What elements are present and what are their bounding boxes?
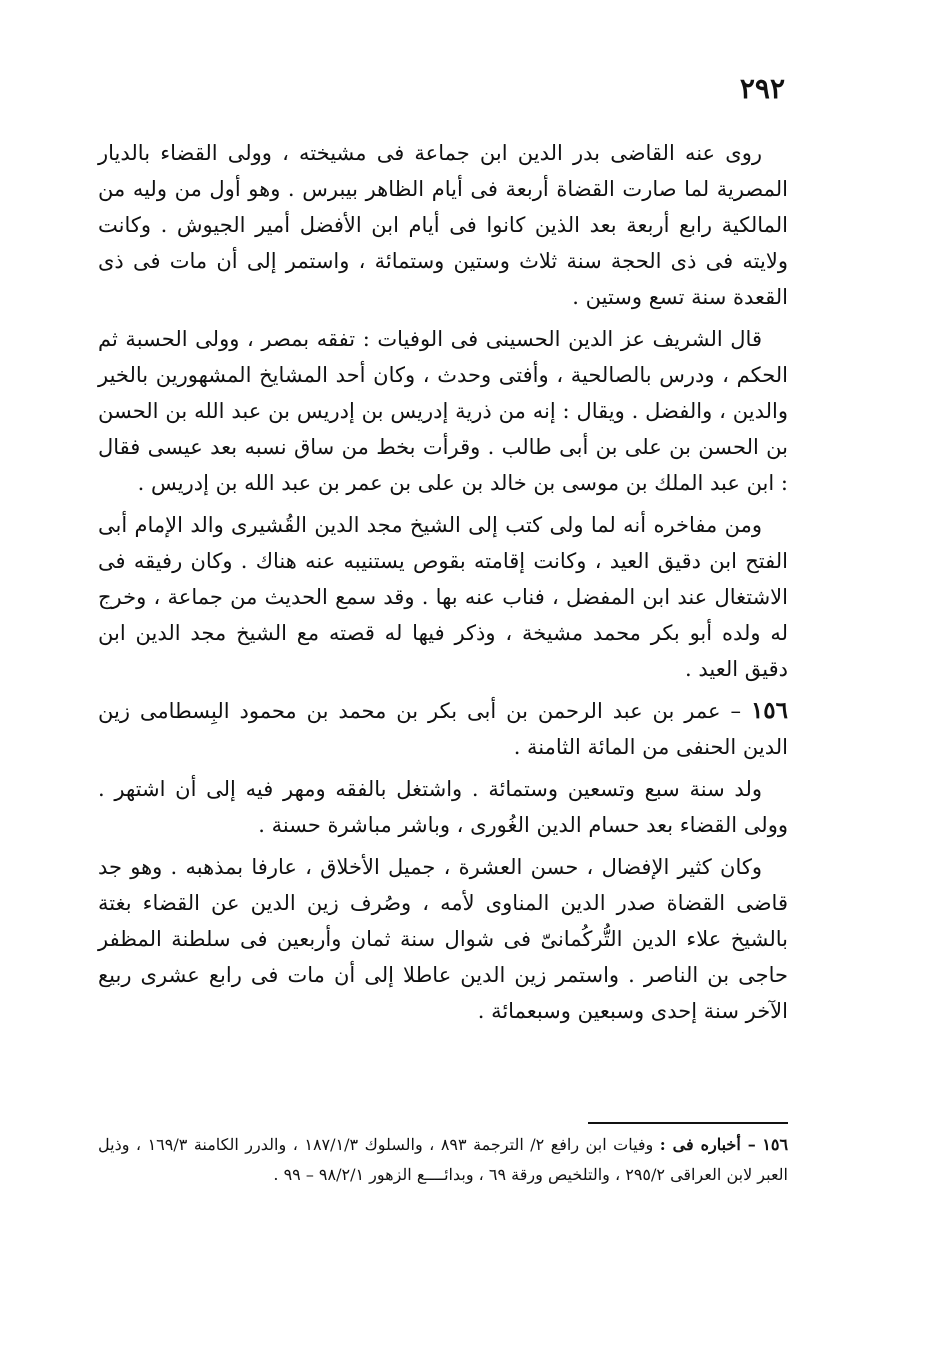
paragraph-2: قال الشريف عز الدين الحسينى فى الوفيات : تفقه بمصر ، وولى الحسبة ثم الحكم ، ودرس بالصالحية ، وأفتى وحدث ، وكان أحد المشايخ المشهورين بالخير والدين ، والفضل . ويقال : إنه من ذرية إدريس بن إدريس بن عبد الله بن الحسن بن الحسن بن على بن أبى طالب . وقرأت بخط من ساق نسبه بعد عيسى فقال : ابن عبد الملك بن موسى بن خالد بن على بن عمر بن عبد الله بن إدريس .: [98, 327, 788, 495]
footnote-number: ١٥٦: [762, 1135, 789, 1154]
entry-heading-text: – عمر بن عبد الرحمن بن أبى بكر بن محمد بن محمود البِسطامى زين الدين الحنفى من المائة الثامنة .: [98, 699, 788, 759]
entry-paragraph-1: ولد سنة سبع وتسعين وستمائة . واشتغل بالفقه ومهر فيه إلى أن اشتهر . وولى القضاء بعد حسام الدين الغُورى ، وباشر مباشرة حسنة .: [98, 777, 788, 837]
footnote-text: وفيات ابن رافع ٢/ الترجمة ٨٩٣ ، والسلوك ١٨٧/١/٣ ، والدرر الكامنة ١٦٩/٣ ، وذيل العبر لابن العراقى ٢٩٥/٢ ، والتلخيص ورقة ٦٩ ، وبدائــــع الزهور ٩٨/٢/١ – ٩٩ .: [98, 1135, 788, 1184]
entry-number: ١٥٦: [750, 697, 788, 724]
footnote-divider: [588, 1122, 788, 1124]
paragraph-3: ومن مفاخره أنه لما ولى كتب إلى الشيخ مجد الدين القُشيرى والد الإمام أبى الفتح ابن دقيق العيد ، وكانت إقامته بقوص يستنيبه عنه هناك . وكان رفيقه فى الاشتغال عند ابن المفضل ، فناب عنه بها . وقد سمع الحديث من جماعة ، وخرج له ولده أبو بكر محمد مشيخة ، وذكر فيها له قصته مع الشيخ مجد الدين ابن دقيق العيد .: [98, 513, 788, 681]
main-text: [98, 135, 788, 1035]
paragraph-1: روى عنه القاضى بدر الدين ابن جماعة فى مشيخته ، وولى القضاء بالديار المصرية لما صارت القضاة أربعة فى أيام الظاهر بيبرس . وهو أول من وليه من المالكية رابع أربعة بعد الذين كانوا فى أيام ابن الأفضل أمير الجيوش . وكانت ولايته فى ذى الحجة سنة ثلاث وستين وستمائة ، واستمر إلى أن مات فى ذى القعدة سنة تسع وستين .: [98, 141, 788, 309]
page-number: ٢٩٢: [739, 72, 785, 105]
footnote-label: – أخباره فى :: [659, 1135, 756, 1154]
entry-heading: [98, 693, 788, 765]
entry-paragraph-2: وكان كثير الإفضال ، حسن العشرة ، جميل الأخلاق ، عارفا بمذهبه . وهو جد قاضى القضاة صدر الدين المناوى لأمه ، وصُرف زين الدين عن القضاء بغتة بالشيخ علاء الدين التُّركُمانىّ فى شوال سنة ثمان وأربعين فى سلطنة المظفر حاجى بن الناصر . واستمر زين الدين عاطلا إلى أن مات فى رابع عشرى ربيع الآخر سنة إحدى وسبعين وسبعمائة .: [98, 855, 788, 1023]
footnote: [98, 1130, 788, 1190]
